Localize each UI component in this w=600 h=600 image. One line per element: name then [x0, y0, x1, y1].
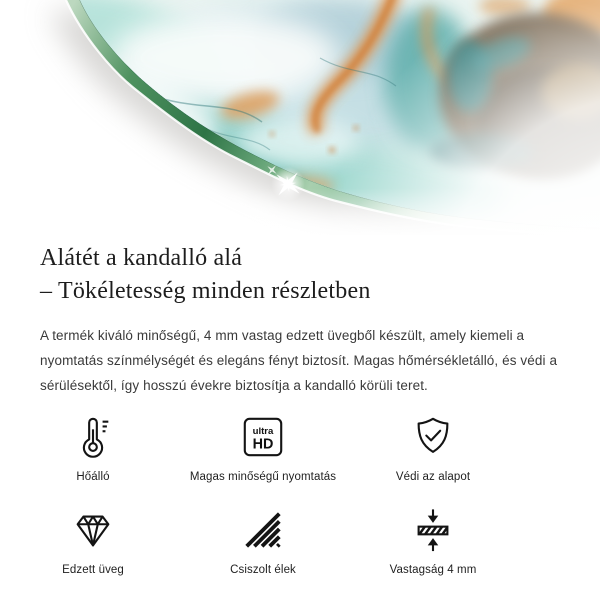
page-title-line2: – Tökéletesség minden részletben [40, 278, 371, 304]
diamond-icon [70, 507, 116, 553]
feature-thickness [348, 507, 518, 576]
feature-protects-base [348, 414, 518, 483]
feature-label: Edzett üveg [62, 564, 124, 576]
page-title-line1: Alátét a kandalló alá [40, 245, 243, 271]
polished-edge-icon [240, 507, 286, 553]
feature-label: Csiszolt élek [230, 564, 296, 576]
product-description: A termék kiváló minőségű, 4 mm vastag edzett üvegből készült, amely kiemeli a nyomtatás színmélységét és elegáns fényt biztosít. Magas hőmérsékletálló, és védi a sérülésektől, így hosszú évekre biztosítja a kandalló körüli teret. [40, 328, 558, 393]
ultra-hd-icon [240, 414, 286, 460]
thickness-icon [410, 507, 456, 553]
product-info-section [0, 242, 600, 576]
feature-label: Védi az alapot [395, 471, 471, 483]
page-title [40, 242, 560, 308]
feature-label: Magas minőségű nyomtatás [189, 471, 337, 483]
feature-label: Hőálló [76, 471, 110, 483]
product-image [0, 0, 600, 235]
ultra-hd-badge-top: ultra [252, 426, 274, 438]
features-grid [8, 414, 600, 576]
feature-tempered-glass [8, 507, 178, 576]
feature-heat-resistant [8, 414, 178, 483]
thermometer-icon [70, 414, 116, 460]
ultra-hd-badge-bottom: HD [252, 436, 274, 453]
feature-ultra-hd-print [178, 414, 348, 483]
right-fade [320, 0, 600, 235]
feature-label: Vastagság 4 mm [389, 564, 477, 576]
feature-polished-edges [178, 507, 348, 576]
shield-check-icon [410, 414, 456, 460]
glass-plate-photo [0, 0, 600, 235]
